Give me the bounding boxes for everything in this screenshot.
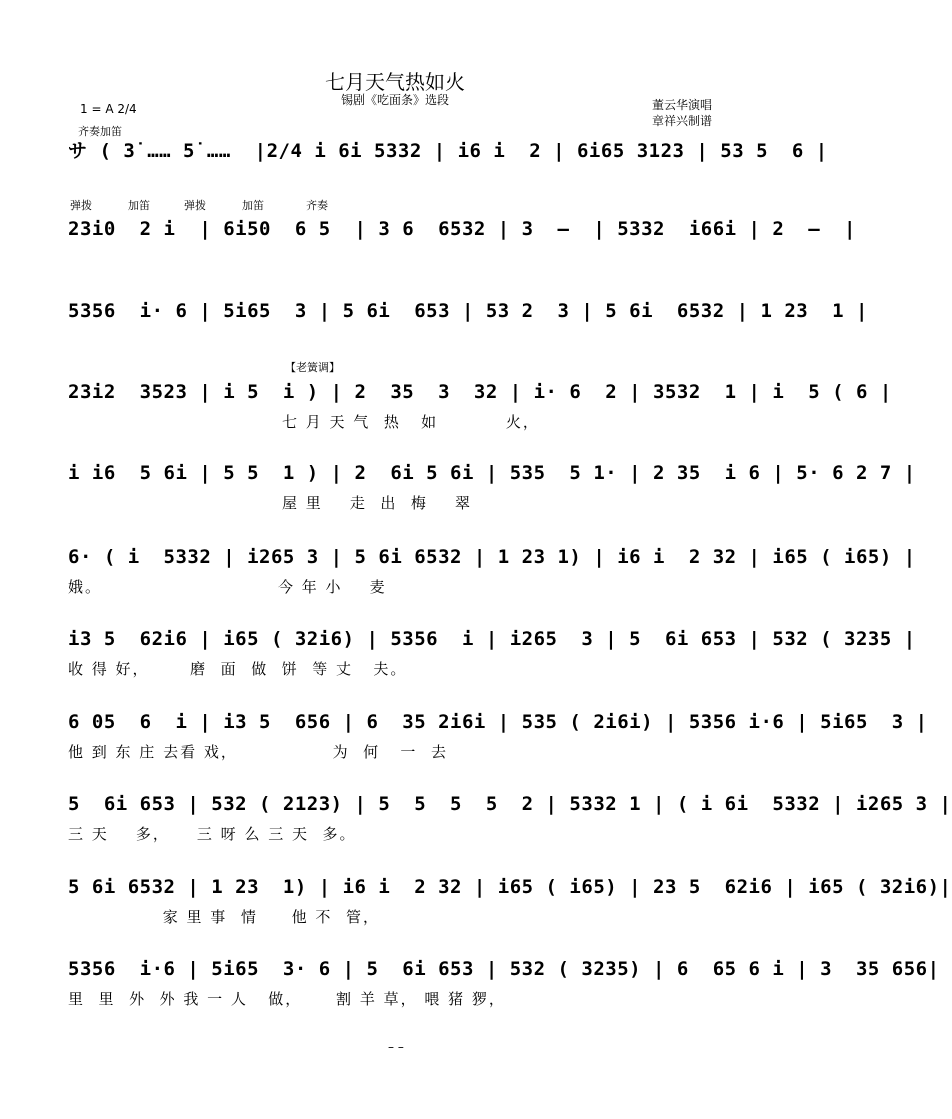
annotation-tanbo-1: 弹拨 <box>70 199 92 212</box>
score-row-7: i3 5 62i6 | i65 ( 32i6) | 5356 i | i265 3 | 5 6i 653 | 532 ( 3235 | <box>68 628 916 650</box>
lyric-row-6: 娥。 今 年 小 麦 <box>68 578 387 596</box>
page-title: 七月天气热如火 <box>325 70 465 94</box>
lyric-row-11: 里 里 外 外 我 一 人 做， 割 羊 草， 喂 猪 猡， <box>68 990 506 1008</box>
page-subtitle: 锡剧《吃面条》选段 <box>340 93 449 107</box>
performer-credit: 董云华演唱 <box>652 98 713 112</box>
lyric-row-4: 七 月 天 气 热 如 火， <box>282 413 540 431</box>
annotation-jiadi-2: 加笛 <box>242 199 264 212</box>
annotation-tanbo-2: 弹拨 <box>184 199 206 212</box>
key-signature: 1 = A 2/4 <box>80 102 137 116</box>
score-row-9: 5 6i 653 | 532 ( 2123) | 5 5 5 5 2 | 5332 1 | ( i 6i 5332 | i265 3 | <box>68 793 952 815</box>
score-row-3: 5356 i· 6 | 5i65 3 | 5 6i 653 | 53 2 3 | 5 6i 6532 | 1 23 1 | <box>68 300 868 322</box>
score-row-4: 23i2 3523 | i 5 i ) | 2 35 3 32 | i· 6 2 | 3532 1 | i 5 ( 6 | <box>68 381 892 403</box>
intro-annotation: 齐奏加笛 <box>78 125 122 138</box>
annotation-jiadi-1: 加笛 <box>128 199 150 212</box>
lyric-row-8: 他 到 东 庄 去看 戏， 为 何 一 去 <box>68 743 448 761</box>
lyric-row-9: 三 天 多， 三 呀 么 三 天 多。 <box>68 825 357 843</box>
lyric-row-10: 家 里 事 情 他 不 管， <box>68 908 380 926</box>
annotation-qizou: 齐奏 <box>306 199 328 212</box>
score-row-6: 6· ( i 5332 | i265 3 | 5 6i 6532 | 1 23 1) | i6 i 2 32 | i65 ( i65) | <box>68 546 916 568</box>
score-row-11: 5356 i·6 | 5i65 3· 6 | 5 6i 653 | 532 ( 3235) | 6 65 6 i | 3 35 656| <box>68 958 940 980</box>
lyric-row-7: 收 得 好， 磨 面 做 饼 等 丈 夫。 <box>68 660 408 678</box>
score-row-1: サ ( 3̇ …… 5̇ …… |2/4 i 6i 5332 | i6 i 2 | 6i65 3123 | 53 5 6 | <box>68 140 828 162</box>
lyric-row-5: 屋 里 走 出 梅 翠 <box>282 494 472 512</box>
page-mark: – – <box>388 1040 404 1054</box>
score-row-10: 5 6i 6532 | 1 23 1) | i6 i 2 32 | i65 ( i65) | 23 5 62i6 | i65 ( 32i6)| <box>68 876 952 898</box>
score-row-8: 6 05 6 i | i3 5 656 | 6 35 2i6i | 535 ( 2i6i) | 5356 i·6 | 5i65 3 | <box>68 711 928 733</box>
tune-annotation: 【老簧调】 <box>285 361 340 374</box>
arranger-credit: 章祥兴制谱 <box>652 114 713 128</box>
score-row-5: i i6 5 6i | 5 5 1 ) | 2 6i 5 6i | 535 5 1· | 2 35 i 6 | 5· 6 2 7 | <box>68 462 916 484</box>
score-row-2: 23i0 2 i | 6i50 6 5 | 3 6 6532 | 3 – | 5332 i66i | 2 – | <box>68 218 856 240</box>
